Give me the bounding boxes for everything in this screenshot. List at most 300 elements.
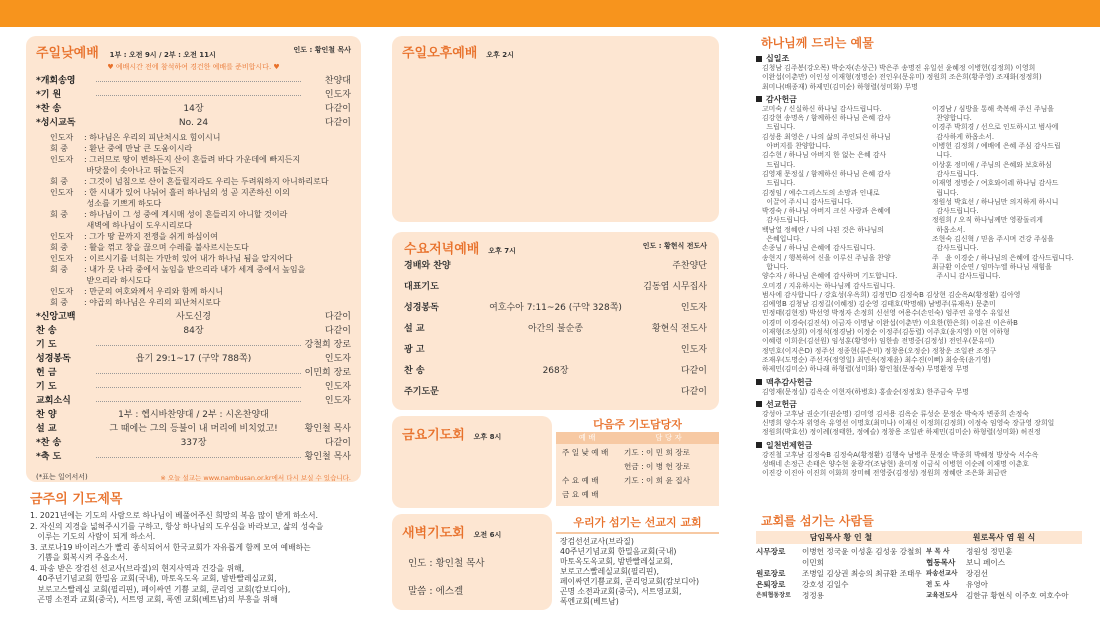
thanks-line: 이끌어 주시니 감사드립니다. <box>762 197 853 206</box>
thanks-line: 이경주 박희경 / 선으로 인도하시고 범사에 <box>932 123 1059 132</box>
mission-churches-title: 우리가 섬기는 선교지 교회 <box>573 516 702 529</box>
offering-section-heading <box>756 53 1082 64</box>
thanks-line: 정원성 박효선 / 하나님만 의지하게 하시니 <box>932 197 1059 206</box>
response-text: : 그러므로 땅이 변하든지 산이 흔들려 바다 가운데에 빠지든지 <box>84 155 301 164</box>
order-content: 아간의 불순종 <box>527 324 584 334</box>
staff-role: 전 도 사 <box>926 580 950 588</box>
next-week-person <box>618 488 719 502</box>
order-person: 다같이 <box>324 438 351 448</box>
thanks-right-list <box>932 105 1082 291</box>
response-speaker: 인도자 <box>50 232 74 241</box>
staff-row <box>926 546 1082 557</box>
order-label: 설 교 <box>404 324 425 334</box>
order-person: 황인철 목사 <box>304 424 351 434</box>
staff-names-line: 이병헌 정국윤 이성훈 김성웅 강철희 <box>802 547 922 556</box>
prayer-item: 이루는 기도의 사람이 되게 하소서. <box>30 532 156 541</box>
thanks-all-list <box>756 291 1082 375</box>
responsive-line <box>36 209 351 220</box>
offering-section-name: 선교헌금 <box>766 399 797 409</box>
staff-role: 파송선교사 <box>926 569 958 577</box>
prayer-item: 곤명 소전과 교회(중국), 서트영 교회, 폭엔 교회(베트남)의 부흥을 위해 <box>30 595 278 604</box>
offering-section-heading <box>756 377 1082 388</box>
next-week-table <box>556 444 719 506</box>
square-bullet-icon <box>756 379 762 385</box>
thanks-two-column <box>756 105 1082 291</box>
staff-role: 교육전도사 <box>926 591 958 599</box>
thanks-line: 찬양합니다. <box>932 114 972 123</box>
staff-names: 정원성 정민훈 <box>966 547 1013 556</box>
next-week-person: 헌금 : 이 병 헌 장로 <box>624 462 690 471</box>
responsive-line <box>36 165 351 176</box>
dawn-prayer-word: 말씀 : 에스겔 <box>408 586 464 597</box>
square-bullet-icon <box>756 401 762 407</box>
mission-churches-box <box>556 514 719 610</box>
thanks-line: 이재형(조상희) 이정석(정경남) 이정순 이정주(김동렬) 이주호(윤지영) 이현 이하형 <box>762 328 1010 337</box>
square-bullet-icon <box>756 96 762 102</box>
response-speaker: 인도자 <box>50 133 74 142</box>
thanks-line: 이혜령 이희운(김선원) 임성훈(황영아) 임한솔 전명중(김정성) 전인우(문유미) <box>762 337 995 346</box>
service-order-row <box>36 450 351 464</box>
response-text: 바닷물이 솟아나고 뛰놀든지 <box>84 166 185 175</box>
leader-dots <box>96 387 301 388</box>
thanks-line: 이병헌 김정희 / 예배에 은혜 주심 감사드립 <box>932 142 1061 151</box>
order-label: *신앙고백 <box>36 312 76 322</box>
order-person: 찬양대 <box>324 76 351 86</box>
thanks-line: 아버지를 찬양합니다. <box>762 142 831 151</box>
response-text: 받으리라 하시도다 <box>84 276 151 285</box>
thanks-line: 감사드립니다. <box>932 207 979 216</box>
thanks-line: 민정태(김현정) 박선영 박정자 손정희 신선영 여용수(손인숙) 엄주연 유영수 유일선 <box>762 309 1010 318</box>
thanks-line: 감사드립니다. <box>762 216 809 225</box>
service-order-row <box>36 408 351 422</box>
staff-row <box>756 568 926 579</box>
offering-section-heading <box>756 440 1082 451</box>
responsive-line <box>36 253 351 264</box>
thanks-line: 은혜입니다. <box>762 235 802 244</box>
staff-role: 은퇴협동장로 <box>756 592 791 599</box>
responsive-line <box>36 187 351 198</box>
order-content: 여호수아 7:11~26 (구약 328쪽) <box>489 303 622 313</box>
order-label: *축 도 <box>36 452 62 462</box>
mission-line: 40주년기념교회 한밀음교회(국내) <box>560 547 677 556</box>
square-bullet-icon <box>756 442 762 448</box>
order-label: 기 도 <box>36 340 57 350</box>
thanks-line: 김예영B 김청남 김정길(이혜정) 김순영 김태호(박명해) 남병주(류재옥) 문춘미 <box>762 300 996 309</box>
order-person: 인도자 <box>324 90 351 100</box>
service-order-row <box>404 361 707 382</box>
service-order-row <box>404 340 707 361</box>
response-text: : 만군의 여호와께서 우리와 함께 하시니 <box>84 287 224 296</box>
square-bullet-icon <box>756 56 762 62</box>
response-text: : 활을 꺾고 창을 끊으며 수레를 불사르시는도다 <box>84 243 249 252</box>
order-content: 1부 : 헵시바찬양대 / 2부 : 시온찬양대 <box>118 410 269 420</box>
order-label: 교회소식 <box>36 396 71 406</box>
leader-dots <box>96 95 301 96</box>
order-label: 대표기도 <box>404 282 439 292</box>
offering-section-thanks <box>756 94 1082 105</box>
thanks-line: 최규환 이순연 / 임마누엘 하나님 새힘을 <box>932 262 1052 271</box>
thanks-line: 이재영 정명순 / 여호와이레 하나님 감사드 <box>932 179 1059 188</box>
response-speaker: 인도자 <box>50 254 74 263</box>
responsive-line <box>36 154 351 165</box>
thanks-line: 오미경 / 지유하시는 하나님께 감사드립니다. <box>762 281 896 290</box>
service-order-row <box>36 338 351 352</box>
prayer-item: 보로고스빨레실 교회(필리핀), 페이싸연 기쁨 교회, 쿤리엉 교회(캄보디아), <box>30 584 291 594</box>
order-content: 14장 <box>183 104 204 114</box>
staff-names-line: 정정용 <box>802 591 825 600</box>
order-content: No. 24 <box>178 118 209 128</box>
order-label: 성경봉독 <box>36 354 71 364</box>
next-week-row <box>556 446 719 460</box>
response-speaker: 회 중 <box>50 144 68 153</box>
next-week-person: 기도 : 이 민 희 장로 <box>624 448 690 457</box>
prayer-item: 2. 자신의 지경을 넓혀주시기를 구하고, 항상 하나님의 도우심을 바라보고, 삶의 성숙을 <box>30 521 324 531</box>
thanks-line: 범사에 감사합니다 / 강효성(우옥희) 김정민D 김정숙B 김상현 김순옥A(황정환) 김아영 <box>762 290 1021 299</box>
offering-names-line: 이완섭(이춘만) 이인성 이재형(정명순) 전인우(문유미) 정원희 조은희(황주영) 조재화(정정희) <box>762 73 1042 82</box>
thanks-line: 김정임 / 예수그리스도의 소망과 인내로 <box>762 188 880 197</box>
thanks-line: 이상훈 정미애 / 주님의 은혜와 보호하심 <box>932 160 1052 169</box>
offering-section-name: 십일조 <box>766 54 790 63</box>
staff-row <box>756 579 926 590</box>
order-person: 다같이 <box>680 387 707 397</box>
response-speaker: 인도자 <box>50 155 74 164</box>
leader-dots <box>96 373 301 374</box>
service-order-row <box>36 352 351 366</box>
responsive-line <box>36 220 351 231</box>
morning-service-times: 1부 : 오전 9시 / 2부 : 오전 11시 <box>109 51 216 59</box>
staff-names: 김한규 황현식 이주호 여호수아 <box>966 591 1069 600</box>
leader-dots <box>96 401 301 402</box>
response-text: : 환난 중에 만날 큰 도움이시라 <box>84 144 193 153</box>
order-person: 인도자 <box>680 303 707 313</box>
prayer-item: 40주년기념교회 한밀음 교회(국내), 마토옥도옥 교회, 밤반빨레실교회, <box>30 574 277 583</box>
order-label: 설 교 <box>36 424 57 434</box>
next-week-row <box>556 488 719 502</box>
response-speaker: 회 중 <box>50 298 68 307</box>
order-person: 다같이 <box>324 104 351 114</box>
order-person: 인도자 <box>680 345 707 355</box>
staff-names <box>802 546 922 568</box>
next-week-col-service: 예 배 <box>578 433 596 442</box>
offerings-section <box>756 34 1082 479</box>
senior-pastor: 담임목사 황 인 철 <box>809 533 873 542</box>
responsive-reading <box>36 132 351 308</box>
thanks-line: 김강현 송명옥 / 함께하신 하나님 은혜 감사 <box>762 114 891 123</box>
leader-dots <box>96 345 301 346</box>
responsive-line <box>36 132 351 143</box>
dawn-prayer-leader: 인도 : 황인철 목사 <box>408 558 485 569</box>
service-order-row <box>36 366 351 380</box>
staff-names-line: 이민희 <box>802 558 825 567</box>
offering-section-heading <box>756 399 1082 410</box>
wednesday-service-time: 오후 7시 <box>488 247 516 255</box>
friday-prayer-panel <box>392 416 552 508</box>
order-person: 다같이 <box>324 326 351 336</box>
mission-line: 보로고스빨레실교회(필리핀), <box>560 567 659 576</box>
wednesday-service-title: 수요저녁예배 <box>404 242 480 257</box>
service-order-row <box>36 422 351 436</box>
thanks-line: 조현숙 김신혁 / 믿음 주시며 건강 주심을 <box>932 235 1054 244</box>
response-text: : 한 시내가 있어 나뉘어 흘러 하나님의 성 곧 지존하신 이의 <box>84 188 290 197</box>
thanks-line: 백남열 정혜란 / 나의 나된 것은 하나님의 <box>762 225 884 234</box>
top-color-bar <box>0 0 1100 27</box>
service-order-row <box>404 319 707 340</box>
thanks-left-list <box>762 105 932 291</box>
staff-row <box>756 546 926 568</box>
service-order-row <box>404 256 707 277</box>
next-week-row <box>556 474 719 488</box>
order-label: *찬 송 <box>36 438 62 448</box>
order-content: 욥기 29:1~17 (구약 788쪽) <box>135 354 252 364</box>
staff-names: 유영아 <box>966 580 989 589</box>
friday-prayer-time: 오후 8시 <box>473 433 502 441</box>
thanks-line: 이경남 / 심방을 통해 축복해 주신 주님을 <box>932 104 1054 113</box>
next-week-service: 수 요 예 배 <box>562 476 599 485</box>
next-week-prayer-title: 다음주 기도담당자 <box>593 418 682 431</box>
thanks-line: 김성용 최영은 / 나의 삶의 주인되신 하나님 <box>762 132 891 141</box>
thanks-line: 드립니다. <box>762 160 796 169</box>
afternoon-service-time: 오후 2시 <box>486 51 514 59</box>
thanks-line: 조재우(도명순) 주선자(정영일) 최민옥(정재윤) 최수진(이뻐) 최승욱(윤기영) <box>762 355 991 364</box>
afternoon-service-title: 주일오후예배 <box>402 46 478 61</box>
order-label: 기 도 <box>36 382 57 392</box>
responsive-line <box>36 143 351 154</box>
order-label: 성경봉독 <box>404 303 439 313</box>
response-text: : 하나님은 우리의 피난처시요 힘이시니 <box>84 133 221 142</box>
thanks-line: 립니다. <box>932 188 959 197</box>
offering-names-line: 강진철 고후남 김정숙B 김정숙A(황정환) 김행숙 남병주 문정순 박종희 박혜정 방상숙 서수옥 <box>762 450 1039 459</box>
next-week-service <box>556 460 618 474</box>
thanks-line: 김영재 문정실 / 함께하신 하나님 은혜 감사 <box>762 169 891 178</box>
staff-names: 장검선 <box>966 569 989 578</box>
order-label: 주기도문 <box>404 387 439 397</box>
order-person: 강철희 장로 <box>304 340 351 350</box>
service-order-row <box>404 382 707 403</box>
next-week-prayer-box <box>556 416 719 508</box>
church-staff-title: 교회를 섬기는 사람들 <box>761 514 874 528</box>
thanks-line: 양수자 / 하나님 은혜에 감사하며 기도합니다. <box>762 272 898 281</box>
thanks-line: 감사드립니다. <box>932 244 979 253</box>
order-person: 인도자 <box>324 396 351 406</box>
next-week-person: 기도 : 이 희 윤 집사 <box>624 476 690 485</box>
morning-order-list-2 <box>36 310 351 464</box>
offering-section-harvest <box>756 377 1082 397</box>
thanks-line: 송현지 / 행복하여 신을 이루신 주님을 찬양 <box>762 253 891 262</box>
order-label: 찬 송 <box>36 326 57 336</box>
sermon-website-notice: ※ 오늘 설교는 www.nambusan.or.kr에서 다시 보실 수 있습니다. <box>160 474 351 482</box>
prayer-item: 기쁨을 회복시켜 주옵소서. <box>30 553 128 562</box>
staff-row <box>756 590 926 601</box>
service-order-row <box>404 277 707 298</box>
thanks-line: 감사하게 하옵소서. <box>932 132 995 141</box>
next-week-service: 금 요 예 배 <box>562 490 599 499</box>
order-person: 황인철 목사 <box>304 452 351 462</box>
service-order-row <box>36 436 351 450</box>
thanks-line: 정민호(이지은D) 정주선 정종현(류은미) 정창용(오정순) 정창운 조일관 조정구 <box>762 346 997 355</box>
order-label: 찬 양 <box>36 410 57 420</box>
offering-names-line: 김청남 김주봉(강오목) 박순자(손상근) 박은주 송명진 유일선 윤혜정 이병헌(김정희) 이영희 <box>762 64 1036 72</box>
mission-line: 장검선선교사(브라질) <box>560 537 634 546</box>
order-label: 찬 송 <box>404 366 425 376</box>
morning-service-panel <box>26 36 361 482</box>
staff-names-line: 강호성 김일수 <box>802 580 849 589</box>
leader-dots <box>96 81 301 82</box>
responsive-line <box>36 264 351 275</box>
thanks-line: 주시니 감사드립니다. <box>932 272 1001 281</box>
offering-section-thousand <box>756 440 1082 479</box>
emeritus-pastor: 원로목사 염 원 식 <box>972 533 1036 542</box>
friday-prayer-title: 금요기도회 <box>402 428 465 443</box>
staff-names-line: 조병일 김상권 최승의 최규환 조태우 <box>802 569 922 578</box>
order-label: *기 원 <box>36 90 62 100</box>
morning-notice: ♥ 예배시간 전에 참석하여 경건한 예배를 준비합시다. ♥ <box>107 63 280 71</box>
service-order-row <box>36 74 351 88</box>
response-speaker: 회 중 <box>50 177 68 186</box>
response-text: : 야곱의 하나님은 우리의 피난처시로다 <box>84 298 221 307</box>
order-content: 84장 <box>183 326 204 336</box>
order-person: 다같이 <box>680 366 707 376</box>
mission-churches-list <box>556 537 719 607</box>
offering-names-line: 이진강 이진아 이진희 이화희 장미혜 전영중(김정성) 정원희 정혜란 조은화 최금란 <box>762 469 1007 478</box>
response-text: : 그것이 넘침으로 산이 흔들릴지라도 우리는 두려워하지 아니하리로다 <box>84 177 329 186</box>
prayer-item: 3. 코로나19 바이러스가 빨리 종식되어서 한국교회가 자유롭게 함께 모여 예배하는 <box>30 542 311 552</box>
staff-role: 협동목사 <box>926 558 956 567</box>
afternoon-service-panel <box>392 36 719 222</box>
mission-line: 곤명 소전과교회(중국), 서트영교회, <box>560 587 682 596</box>
offering-section-name: 일천번제헌금 <box>766 440 813 450</box>
wednesday-order-list <box>404 256 707 403</box>
church-staff-section <box>756 512 1082 601</box>
order-content: 268장 <box>542 366 569 376</box>
morning-order-list <box>36 74 351 130</box>
thanks-line: 니다. <box>932 151 952 160</box>
thanks-line: 하옵소서. <box>932 225 966 234</box>
thanks-line: 하제민(김미순) 하나래 하형렬(성미화) 황인철(문정숙) 무명환정 무명 <box>762 365 969 374</box>
offering-section-heading <box>756 94 1082 105</box>
offering-names-line: 성배네 손정근 손태은 양수현 윤광각(조남현) 윤미정 이금식 이병헌 이순례 이재명 이춘호 <box>762 459 1029 468</box>
response-text: 새벽에 하나님이 도우시리로다 <box>84 221 193 230</box>
thanks-line: 박경숙 / 하나님 아버지 크신 사랑과 은혜에 <box>762 207 891 216</box>
response-text: : 이르시기를 너희는 가만히 있어 내가 하나님 됨을 알지어다 <box>84 254 293 263</box>
service-order-row <box>36 394 351 408</box>
response-text: : 하나님이 그 성 중에 계시매 성이 흔들리지 아니할 것이라 <box>84 210 288 219</box>
response-text: : 그가 땅 끝까지 전쟁을 쉬게 하심이여 <box>84 232 218 241</box>
responsive-line <box>36 242 351 253</box>
order-person: 인도자 <box>324 354 351 364</box>
thanks-line: 드립니다. <box>762 179 796 188</box>
thanks-line: 이경미 이경숙(김진석) 이금자 이명남 이완섭(이춘만) 이요한(한은희) 이유진 이은하B <box>762 318 1018 327</box>
prayer-topics-title: 금주의 기도제목 <box>30 492 123 507</box>
responsive-line <box>36 198 351 209</box>
offering-names-line: 김영재(문정실) 김옥순 이현자(하병호) 홍솔순(정정호) 한주금숙 무명 <box>762 387 969 396</box>
responsive-line <box>36 286 351 297</box>
prayer-item: 1. 2021년에는 기도의 사람으로 하나님이 베풀어주신 희망의 복음 많이 받게 하소서. <box>30 511 319 520</box>
service-order-row <box>36 380 351 394</box>
thanks-line: 고미숙 / 신실하신 하나님 감사드립니다. <box>762 104 882 113</box>
responsive-line <box>36 176 351 187</box>
dawn-prayer-title: 새벽기도회 <box>402 526 465 541</box>
staff-role: 은퇴장로 <box>756 580 786 589</box>
order-label: 경배와 찬양 <box>404 261 451 271</box>
order-content: 사도신경 <box>176 312 211 322</box>
service-order-row <box>36 324 351 338</box>
offering-names-line: 정원희(박효선) 정이례(정태한, 정예슬) 정창용 조일관 하제민(김미순) 하형렬(성미화) 허진정 <box>762 428 1041 437</box>
offering-names-line: 강성아 고후남 권순기(권순명) 김미영 김서용 김옥순 류성순 문정순 박숙자 변종희 손정숙 <box>762 409 1029 418</box>
order-person: 황현식 전도사 <box>651 324 707 334</box>
staff-role: 원로장로 <box>756 569 786 578</box>
mission-line: 폭엔교회(베트남) <box>560 597 619 606</box>
service-order-row <box>36 310 351 324</box>
mission-line: 페이싸연기쁨교회, 쿤리엉교회(캄보디아) <box>560 577 700 586</box>
order-person: 주찬양단 <box>672 261 707 271</box>
offering-names-line: 최미나(배종재) 하제민(김미순) 하형렬(성미화) 무명 <box>762 82 918 91</box>
prayer-item: 4. 파송 받은 장검선 선교사(브라질)의 현지사역과 건강을 위해, <box>30 563 245 573</box>
staff-names <box>802 590 824 601</box>
staff-left-list <box>756 546 926 601</box>
staff-row <box>926 557 1082 568</box>
offering-section-name: 감사헌금 <box>766 94 797 104</box>
staff-row <box>926 568 1082 579</box>
response-speaker: 회 중 <box>50 265 68 274</box>
offering-names-line: 신명희 양수자 위영옥 유영선 이명호(최미나) 이재신 이정희(김정희) 이정숙 임영숙 장규영 장희일 <box>762 419 1055 428</box>
mission-line: 마토옥도옥교회, 밤반빨레실교회, <box>560 557 673 566</box>
thanks-line: 손종님 / 하나님 은혜에 감사드립니다. <box>762 244 876 253</box>
thanks-line: 김수현 / 하나님 아버지 한 없는 은혜 감사 <box>762 151 887 160</box>
order-person: 이민희 장로 <box>304 368 351 378</box>
staff-names: 보니 페이스 <box>966 558 1006 567</box>
staff-right-list <box>926 546 1082 601</box>
next-week-row <box>556 460 719 474</box>
dawn-prayer-time: 오전 6시 <box>473 531 502 539</box>
offerings-title: 하나님께 드리는 예물 <box>761 36 874 50</box>
next-week-service: 주 일 낮 예 배 <box>562 448 609 457</box>
staff-row <box>926 579 1082 590</box>
staff-names <box>802 568 922 579</box>
order-label: 광 고 <box>404 345 425 355</box>
wednesday-service-leader: 인도 : 황현식 전도사 <box>642 242 707 250</box>
response-text: 성소를 기쁘게 하도다 <box>84 199 162 208</box>
service-order-row <box>36 116 351 130</box>
offering-section-tithe <box>756 53 1082 92</box>
thanks-line: 합니다. <box>762 262 789 271</box>
prayer-topics-list <box>30 511 370 606</box>
offering-section-name: 맥추감사헌금 <box>766 377 813 387</box>
leader-dots <box>96 457 301 458</box>
order-person: 김동엽 시무집사 <box>643 282 707 292</box>
wednesday-service-panel <box>392 232 719 410</box>
response-speaker: 회 중 <box>50 210 68 219</box>
service-order-row <box>36 88 351 102</box>
dawn-prayer-panel <box>392 514 552 610</box>
order-person: 다같이 <box>324 118 351 128</box>
staff-row <box>926 590 1082 601</box>
order-label: 헌 금 <box>36 368 57 378</box>
thanks-line: 드립니다. <box>762 123 796 132</box>
responsive-line <box>36 297 351 308</box>
response-speaker: 인도자 <box>50 287 74 296</box>
thanks-line: 주 윤 이경순 / 하나님의 은혜에 감사드립니다. <box>932 253 1074 262</box>
order-label: *성시교독 <box>36 118 76 128</box>
staff-role: 시무장로 <box>756 547 786 556</box>
responsive-line <box>36 231 351 242</box>
next-week-col-person: 담 당 자 <box>655 433 682 442</box>
service-order-row <box>36 102 351 116</box>
staff-role: 부 목 사 <box>926 547 950 555</box>
responsive-line <box>36 275 351 286</box>
morning-service-leader: 인도 : 황인철 목사 <box>293 46 351 54</box>
response-speaker: 회 중 <box>50 243 68 252</box>
thanks-line: 감사드립니다. <box>932 169 979 178</box>
